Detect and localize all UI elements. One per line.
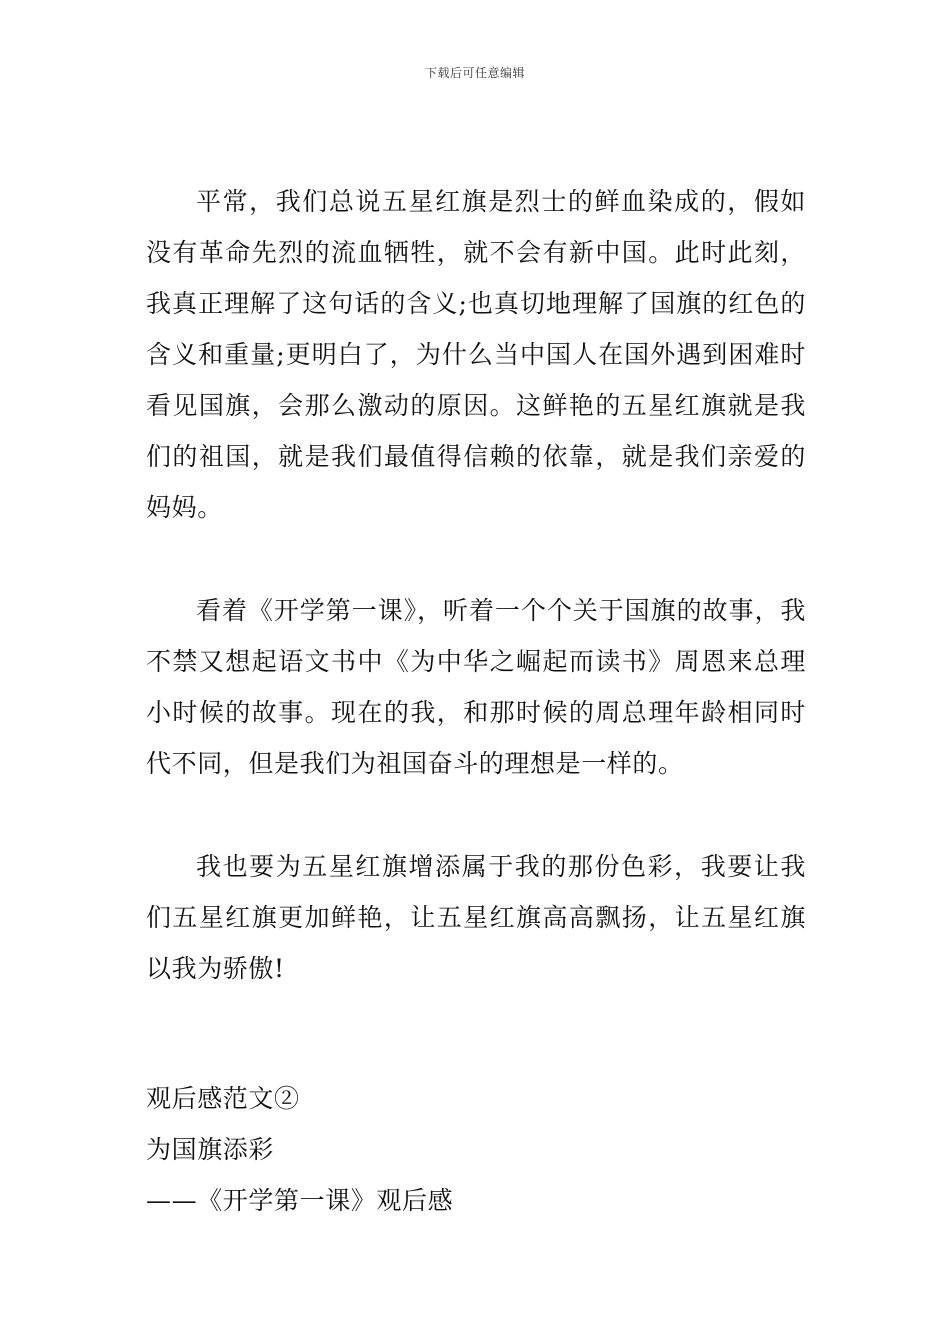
page-header-note: 下载后可任意编辑 [424, 66, 525, 80]
essay-subtitle: ——《开学第一课》观后感 [146, 1186, 454, 1215]
section-label: 观后感范文② [146, 1084, 300, 1113]
body-text [146, 176, 806, 994]
paragraph-2: 看着《开学第一课》，听着一个个关于国旗的故事，我不禁又想起语文书中《为中华之崛起而读书》周恩来总理小时候的故事。现在的我，和那时候的周总理年龄相同时代不同，但是我们为祖国奋斗的理想是一样的。 [146, 596, 806, 778]
paragraph-3: 我也要为五星红旗增添属于我的那份色彩，我要让我们五星红旗更加鲜艳，让五星红旗高高飘扬，让五星红旗以我为骄傲! [146, 852, 806, 983]
essay-title: 为国旗添彩 [146, 1135, 275, 1164]
section-heading [146, 1073, 806, 1226]
paragraph-1: 平常，我们总说五星红旗是烈士的鲜血染成的，假如没有革命先烈的流血牺牲，就不会有新中国。此时此刻，我真正理解了这句话的含义;也真切地理解了国旗的红色的含义和重量;更明白了，为什么当中国人在国外遇到困难时看见国旗，会那么激动的原因。这鲜艳的五星红旗就是我们的祖国，就是我们最值得信赖的依靠，就是我们亲爱的妈妈。 [146, 187, 806, 522]
